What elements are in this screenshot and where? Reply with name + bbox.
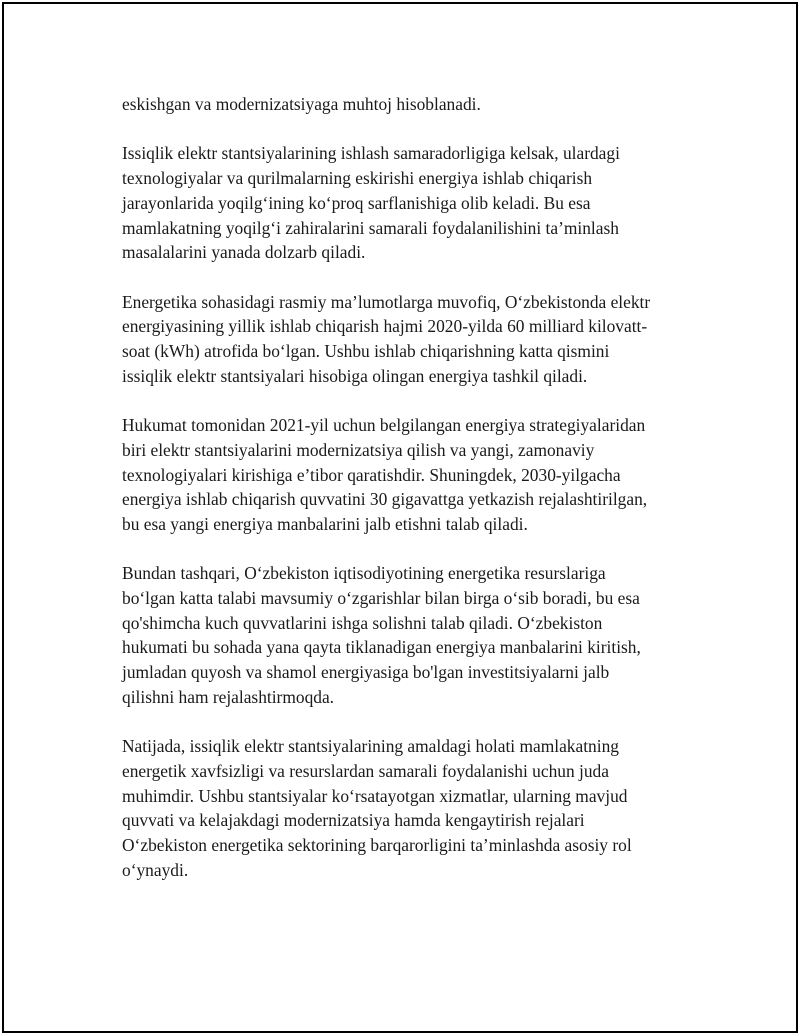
paragraph-2: Issiqlik elektr stantsiyalarining ishlash samaradorligiga kelsak, ulardagi texnologiyalar va qurilmalarning eskirishi energiya ishlab chiqarish jarayonlarida yoqilg‘ining ko‘proq sarflanishiga olib keladi. Bu esa mamlakatning yoqilg‘i zahiralarini samarali foydalanilishini ta’minlash masalalarini yanada dolzarb qiladi.	[122, 143, 620, 263]
page-frame	[2, 2, 798, 1033]
paragraph-1: eskishgan va modernizatsiyaga muhtoj hisoblanadi.	[122, 94, 481, 114]
paragraph-6: Natijada, issiqlik elektr stantsiyalarining amaldagi holati mamlakatning energetik xavfsizligi va resurslardan samarali foydalanishi uchun juda muhimdir. Ushbu stantsiyalar ko‘rsatayotgan xizmatlar, ularning mavjud quvvati va kelajakdagi modernizatsiya hamda kengaytirish rejalari O‘zbekiston energetika sektorining barqarorligini ta’minlashda asosiy rol o‘ynaydi.	[122, 736, 632, 880]
paragraph-4: Hukumat tomonidan 2021-yil uchun belgilangan energiya strategiyalaridan biri elektr stantsiyalarini modernizatsiya qilish va yangi, zamonaviy texnologiyalari kirishiga e’tibor qaratishdir. Shuningdek, 2030-yilgacha energiya ishlab chiqarish quvvatini 30 gigavattga yetkazish rejalashtirilgan, bu esa yangi energiya manbalarini jalb etishni talab qiladi.	[122, 415, 648, 534]
paragraph-5: Bundan tashqari, O‘zbekiston iqtisodiyotining energetika resurslariga bo‘lgan katta talabi mavsumiy o‘zgarishlar bilan birga o‘sib boradi, bu esa qo'shimcha kuch quvvatlarini ishga solishni talab qiladi. O‘zbekiston hukumati bu sohada yana qayta tiklanadigan energiya manbalarini kiritish, jumladan quyosh va shamol energiyasiga bo'lgan investitsiyalarni jalb qilishni ham rejalashtirmoqda.	[122, 563, 641, 707]
document-body	[122, 92, 692, 907]
paragraph-3: Energetika sohasidagi rasmiy ma’lumotlarga muvofiq, O‘zbekistonda elektr energiyasining yillik ishlab chiqarish hajmi 2020-yilda 60 milliard kilovatt- soat (kWh) atrofida bo‘lgan. Ushbu ishlab chiqarishning katta qismini issiqlik elektr stantsiyalari hisobiga olingan energiya tashkil qiladi.	[122, 291, 651, 386]
